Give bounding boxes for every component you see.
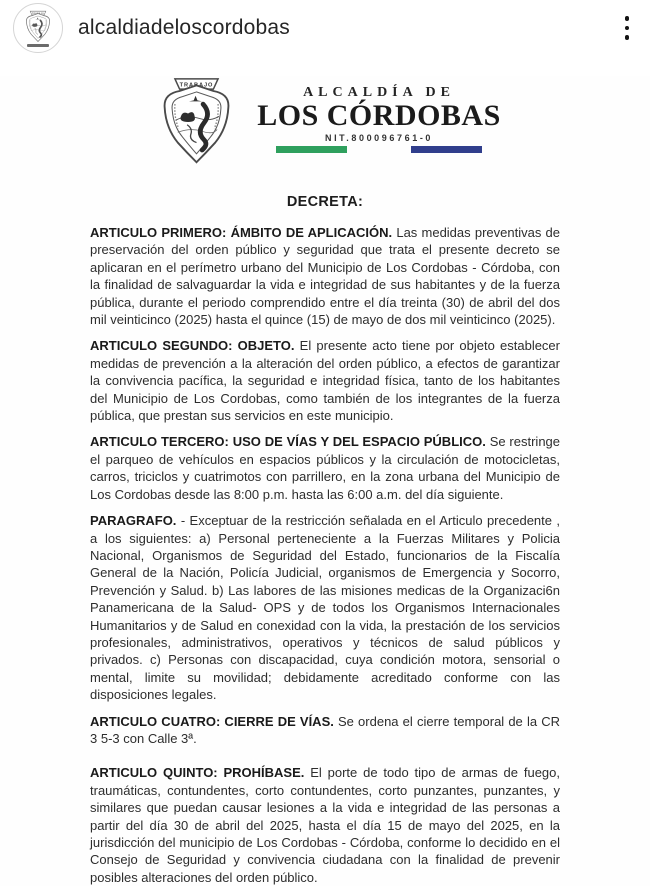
article-tercero-text: Se restringe el parqueo de vehículos en espacios públicos y la circulación de motocicletas, carros, triciclos y cuatrimotos con parrillero, en la zona urbana del Municipio de Los Cordobas desde las 8:00 p.m. hasta las 6:00 a.m. del día siguiente. <box>90 434 561 502</box>
article-quinto-lead: ARTICULO QUINTO: PROHÍBASE. <box>90 765 305 781</box>
paragrafo-text: - Exceptuar de la restricción señalada en el Articulo precedente , a los siguientes: a) Personal perteneciente a la Fuerzas Militares y Policia Nacional, Organismos de Seguridad del Estado, funcionarios de la Fiscalía General de la Nación, Policía Judicial, organismos de Emergencia y Socorro, Prevención y Salud. b) Las labores de las misiones medicas de la Organizaci6n Panamericana de la Salud- OPS y de todos los Organismos Internacionales Humanitarios y de Salud en conexidad con la vida, la prestación de los servicios profesionales, administrativos, operativos y técnicos de salud públicos y privados. c) Personas con discapacidad, cuya condición motora, sensorial o mental, limite su movilidad; debidamente acreditado conforme con las disposiciones legales. <box>90 513 560 703</box>
municipal-crest-icon <box>21 10 55 43</box>
article-primero-text: Las medidas preventivas de preservación del orden público y seguridad que trata el presente decreto se aplicaran en el perímetro urbano del Municipio de Los Cordobas - Córdoba, con la finalidad de salvaguardar la vida e integridad de sus habitantes y de la fuerza pública, durante el periodo comprendido entre el día treinta (30) de abril del dos mil veinticinco (2025) hasta el quince (15) de mayo de dos mil veinticinco (2025). <box>90 225 561 328</box>
document-letterhead <box>90 76 560 168</box>
decree-heading: DECRETA: <box>286 194 364 210</box>
kebab-menu-icon[interactable] <box>617 10 638 46</box>
green-bar <box>276 146 347 153</box>
blue-bar <box>411 146 482 153</box>
article-segundo-text: El presente acto tiene por objeto establecer medidas de prevención a la alteración del orden público, a efectos de garantizar la convivencia pacífica, la seguridad e integridad física, tanto de los habitantes del Municipio de Los Cordobas, como también de los integrantes de la fuerza pública, que prestan sus servicios en este municipio. <box>90 338 560 424</box>
letterhead-line1: ALCALDÍA DE <box>303 85 455 100</box>
paragrafo-lead: PARAGRAFO. <box>90 513 177 529</box>
post-image-document[interactable] <box>0 76 650 886</box>
article-quinto <box>90 764 560 886</box>
avatar-caption-smudge <box>27 44 49 47</box>
article-primero-lead: ARTICULO PRIMERO: ÁMBITO DE APLICACIÓN. <box>90 225 393 240</box>
paragrafo <box>90 512 560 703</box>
article-tercero-lead: ARTICULO TERCERO: USO DE VÍAS Y DEL ESPACIO PÚBLICO. <box>90 434 486 450</box>
profile-username[interactable]: alcaldiadeloscordobas <box>78 16 291 39</box>
article-cuatro-lead: ARTICULO CUATRO: CIERRE DE VÍAS. <box>90 713 334 729</box>
article-quinto-text: El porte de todo tipo de armas de fuego, traumáticas, contundentes, corto contundentes, corto punzantes, punzantes, y similares que puedan causar lesiones a la vida e integridad de las personas a partir del día 30 de abril del 2025, hasta el día 15 de mayo del 2025, en la jurisdicción del municipio de Los Cordobas - Córdoba, conforme lo decidido en el Consejo de Seguridad y convivencia ciudadana con la finalidad de prevenir posibles alteraciones del orden público. <box>90 765 560 885</box>
municipal-crest-icon <box>149 76 244 166</box>
letterhead-nit: NIT.800096761-0 <box>324 132 434 143</box>
article-tercero <box>90 433 560 503</box>
letterhead-line2: LOS CÓRDOBAS <box>257 99 501 132</box>
article-segundo <box>90 337 560 424</box>
app-header <box>0 0 650 56</box>
letterhead-bars <box>276 146 482 153</box>
profile-avatar[interactable] <box>13 3 63 53</box>
article-primero <box>90 224 560 328</box>
article-segundo-lead: ARTICULO SEGUNDO: OBJETO. <box>90 338 295 354</box>
article-cuatro <box>90 713 560 748</box>
article-cuatro-text: Se ordena el cierre temporal de la CR 3 5-3 con Calle 3ª. <box>90 713 560 746</box>
